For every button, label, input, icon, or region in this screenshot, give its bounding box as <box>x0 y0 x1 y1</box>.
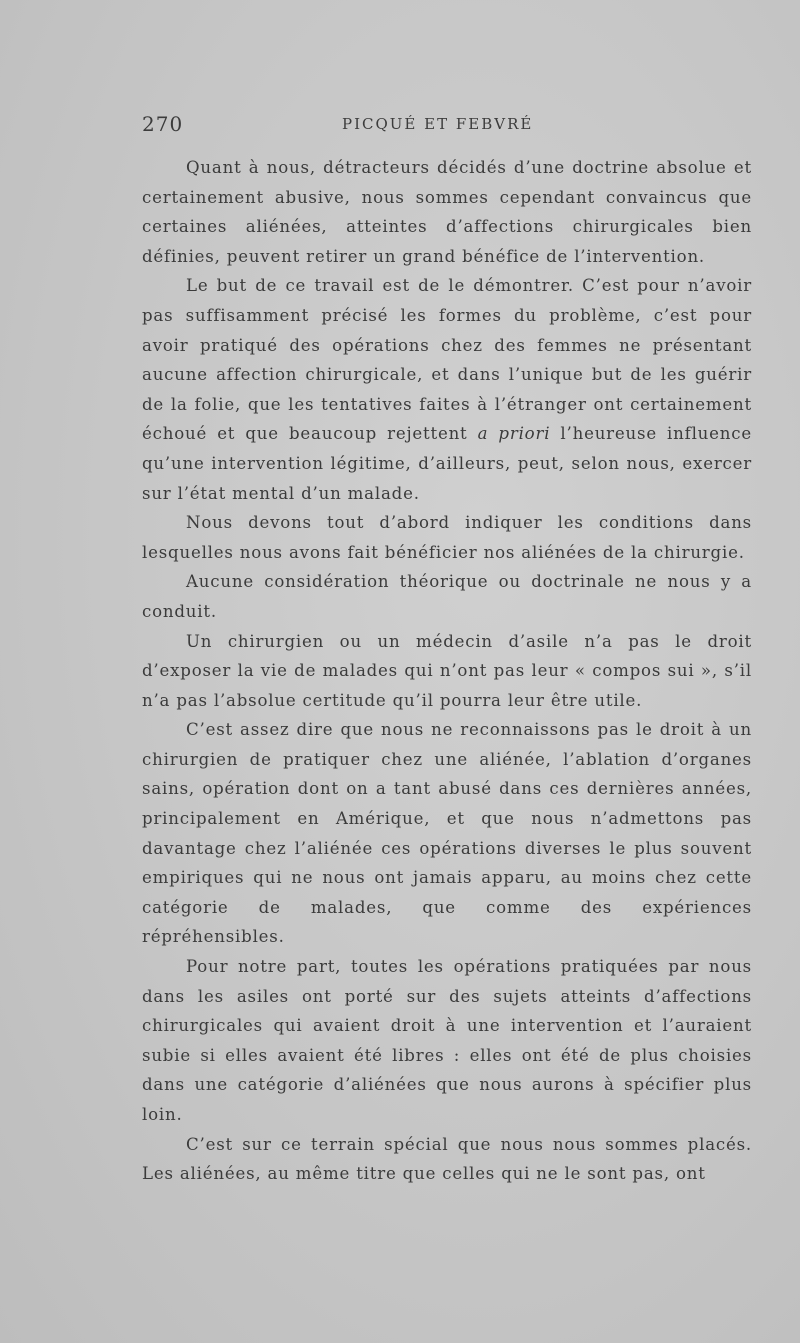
paragraph-2 <box>142 271 752 508</box>
paragraph-2-text-end: l’heureuse influence qu’une intervention légitime, d’ailleurs, peut, selon nous, exercer sur l’état mental d’un malade. <box>142 424 752 503</box>
running-header <box>142 112 742 136</box>
a-priori-emphasis: a priori <box>477 424 551 444</box>
paragraph-5: Un chirurgien ou un médecin d’asile n’a pas le droit d’exposer la vie de malades qui n’ont pas leur « compos sui », s’il n’a pas l’absolue certitude qu’il pourra leur être utile. <box>142 631 752 710</box>
paragraph-3: Nous devons tout d’abord indiquer les conditions dans lesquelles nous avons fait bénéficier nos aliénées de la chirurgie. <box>142 513 752 562</box>
paragraph-6: C’est assez dire que nous ne reconnaissons pas le droit à un chirurgien de pratiquer chez une aliénée, l’ablation d’organes sains, opération dont on a tant abusé dans ces dernières années, principalement en Amérique, et que nous n’admettons pas davantage chez l’aliénée ces opérations diverses le plus souvent empiriques qui ne nous ont jamais apparu, au moins chez cette catégorie de malades, que comme des expériences répréhensibles. <box>142 720 752 947</box>
body-text <box>142 153 752 1189</box>
running-title: PICQUÉ ET FEBVRÉ <box>342 115 534 133</box>
paragraph-7: Pour notre part, toutes les opérations pratiquées par nous dans les asiles ont porté sur des sujets atteints d’affections chirurgicales qui avaient droit à une intervention et l’auraient subie si elles avaient été libres : elles ont été de plus choisies dans une catégorie d’aliénées que nous aurons à spécifier plus loin. <box>142 957 752 1124</box>
page-number: 270 <box>142 112 184 136</box>
paragraph-1: Quant à nous, détracteurs décidés d’une doctrine absolue et certainement abusive, nous sommes cependant convaincus que certaines aliénées, atteintes d’affections chirurgicales bien définies, peuvent retirer un grand bénéfice de l’intervention. <box>142 158 752 266</box>
paragraph-4: Aucune considération théorique ou doctrinale ne nous y a conduit. <box>142 572 752 621</box>
paragraph-8: C’est sur ce terrain spécial que nous nous sommes placés. Les aliénées, au même titre que celles qui ne le sont pas, ont <box>142 1134 752 1184</box>
paragraph-2-text-start: Le but de ce travail est de le démontrer. C’est pour n’avoir pas suffisamment précisé les formes du problème, c’est pour avoir pratiqué des opérations chez des femmes ne présentant aucune affection chirurgicale, et dans l’unique but de les guérir de la folie, que les tentatives faites à l’étranger ont certainement échoué et que beaucoup rejettent <box>142 276 752 444</box>
